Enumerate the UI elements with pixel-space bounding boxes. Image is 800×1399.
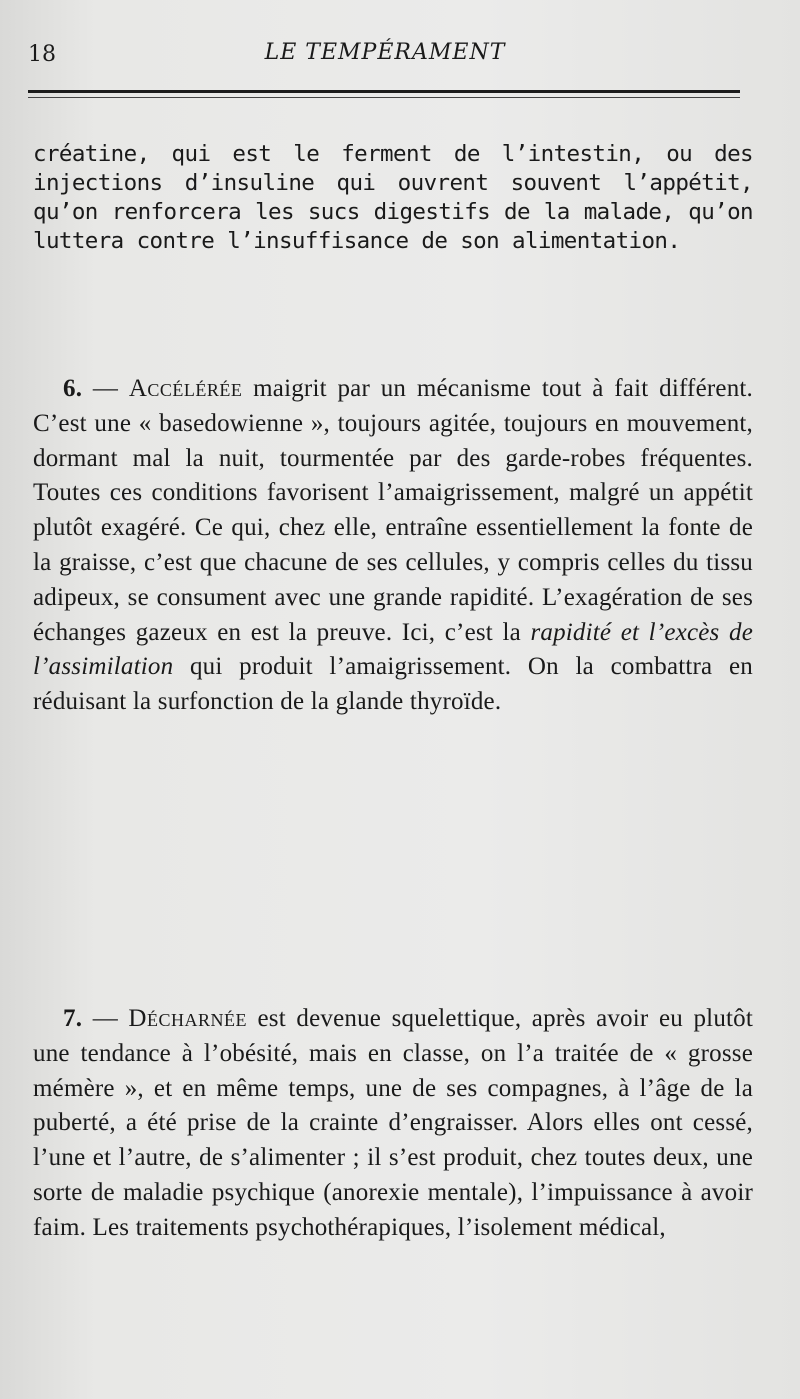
paragraph-6-text-b: qui produit l’amaigrissement. On la combattra en réduisant la surfonction de la glande thyroïde.	[33, 653, 753, 716]
item-number: 6.	[63, 375, 83, 402]
paragraph-6	[33, 372, 753, 720]
header-rule-thin	[28, 97, 740, 98]
paragraph-7-text: est devenue squelettique, après avoir eu plutôt une tendance à l’obésité, mais en classe, on l’a traitée de « grosse mémère », et en même temps, une de ses compagnes, à l’âge de la puberté, a été prise de la crainte d’engraisser. Alors elles ont cessé, l’une et l’autre, de s’alimenter ; il s’est produit, chez toutes deux, une sorte de maladie psychique (anorexie mentale), l’impuissance à avoir faim. Les traitements psychothérapiques, l’isolement médical,	[33, 1005, 754, 1241]
header-rule	[28, 90, 740, 93]
item-number: 7.	[63, 1005, 83, 1032]
paragraph-continuation-text: créatine, qui est le ferment de l’intestin, ou des injections d’insuline qui ouvrent souvent l’appétit, qu’on renforcera les sucs digestifs de la malade, qu’on luttera contre l’insuffisance de son alimentation.	[33, 141, 753, 254]
paragraph-6-text-a: maigrit par un mécanisme tout à fait différent. C’est une « basedowienne », toujours agitée, toujours en mouvement, dormant mal la nuit, tourmentée par des garde-robes fréquentes. Toutes ces conditions favorisent l’amaigrissement, malgré un appétit plutôt exagéré. Ce qui, chez elle, entraîne essentiellement la fonte de la graisse, c’est que chacune de ses cellules, y compris celles du tissu adipeux, se consument avec une grande rapidité. L’exagération de ses échanges gazeux en est la preuve. Ici, c’est la	[33, 375, 753, 646]
page-header	[28, 38, 742, 78]
item-name: Accélérée	[128, 375, 243, 402]
item-dash: —	[92, 1005, 118, 1032]
paragraph-6-emphasis: rapidité et l’excès de l’assimilation	[33, 618, 753, 681]
running-title: LE TEMPÉRAMENT	[264, 40, 506, 65]
paragraph-7	[33, 1002, 753, 1246]
item-name: Décharnée	[128, 1005, 247, 1032]
page-number: 18	[28, 42, 56, 67]
item-dash: —	[92, 375, 119, 402]
paragraph-continuation	[33, 140, 753, 256]
